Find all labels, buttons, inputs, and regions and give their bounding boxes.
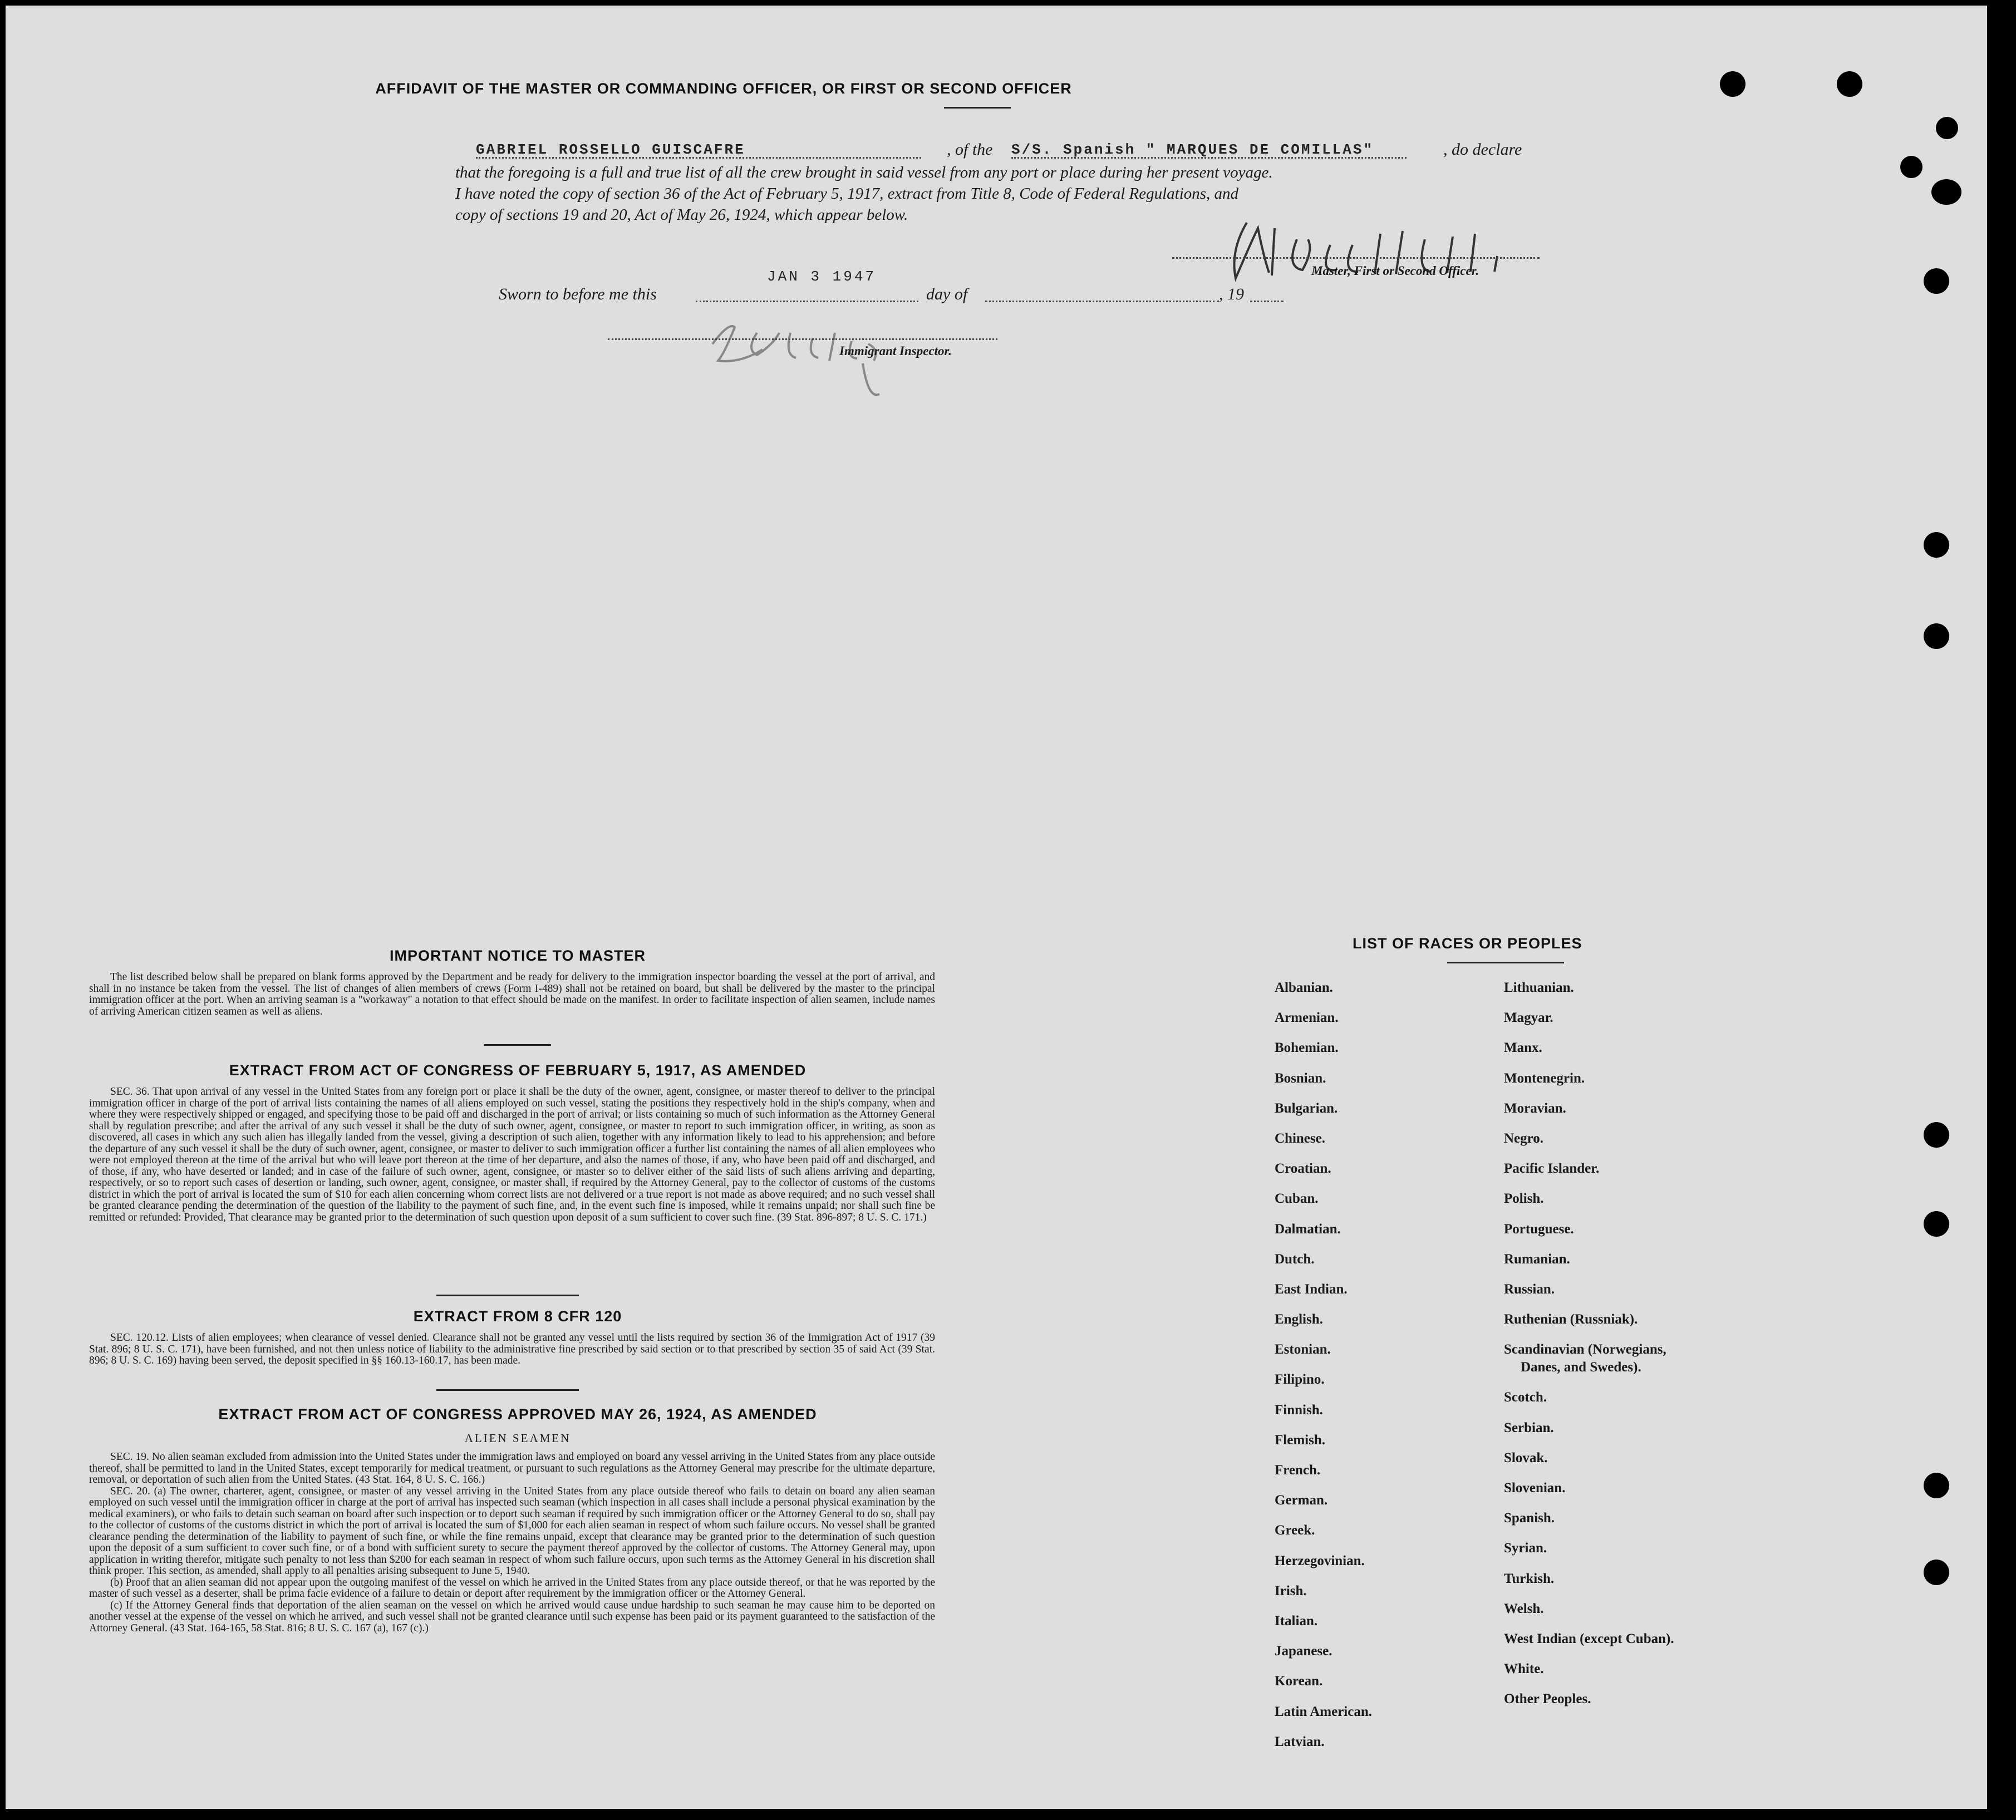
race-item: Russian. [1504, 1281, 1555, 1297]
races-divider [1447, 962, 1564, 963]
sec-20a-paragraph: SEC. 20. (a) The owner, charterer, agent, consignee, or master of any vessel arriving in the United States from any place outside thereof who fails to detain on board any alien seaman employed on such vessel until the immigration officer in charge at the port of arrival has inspected such seaman (which inspection in all cases shall include a personal physical examination by the medical examiners), or who fails to detain such seaman on board after such inspection or to deport such seaman if required by such immigration officer or the Attorney General to do so, shall pay to the collector of customs of the customs district in which the port of arrival is located the sum of $1,000 for each alien seaman in respect of whom such failure occurs. No vessel shall be granted clearance pending the determination of the liability to payment of such fine, or while the fine remains unpaid, except that clearance may be granted prior to the determination of such question upon the deposit of a sum sufficient to cover such fine, or of a bond with sufficient surety to secure the payment thereof approved by the collector of customs. The Attorney General may, upon application in writing therefor, mitigate such penalty to not less than $200 for each seaman in respect of whom such failure occurs, upon such terms as the Attorney General in his discretion shall think proper. This section, as amended, shall apply to all penalties arising subsequent to June 5, 1940. [89, 1485, 935, 1577]
extract-cfr-title: EXTRACT FROM 8 CFR 120 [413, 1308, 622, 1325]
section-divider [484, 1044, 551, 1046]
race-item: Chinese. [1275, 1130, 1325, 1146]
race-item: Filipino. [1275, 1372, 1325, 1388]
race-item: Syrian. [1504, 1541, 1547, 1556]
punch-hole [1924, 532, 1949, 558]
sec-36-paragraph: SEC. 36. That upon arrival of any vessel in the United States from any foreign port or place it shall be the duty of the owner, agent, consignee, or master thereof to deliver to the principal immigration officer in charge of the port of arrival lists containing the names of all aliens employed on such vessel, stating the positions they respectively hold in the ship's company, when and where they were respectively shipped or engaged, and specifying those to be paid off and discharged in the port of arrival; or lists containing so much of such information as the Attorney General shall by regulation prescribe; and after the arrival of any such vessel it shall be the duty of such owner, agent, consignee, or master to report to such immigration officer, in writing, as soon as discovered, all cases in which any such alien has illegally landed from the vessel, giving a description of such alien, together with any information likely to lead to his apprehension; and before the departure of any such vessel it shall be the duty of such owner, agent, consignee, or master to deliver to such immigration officer a further list containing the names of all alien employees who were not employed thereon at the time of the arrival but who will leave port thereon at the time of her departure, and also the names of those, if any, who have been paid off and discharged, and of those, if any, who have deserted or landed; and in case of the failure of such owner, agent, consignee, or master so to deliver either of the said lists of such aliens arriving and departing, respectively, or so to report such cases of desertion or landing, such owner, agent, consignee, or master shall, if required by the Attorney General, pay to the collector of customs of the customs district in which the port of arrival is located the sum of $10 for each alien concerning whom correct lists are not delivered or a true report is not made as above required; and no such vessel shall be granted clearance pending the determination of the question of the liability to the payment of such fine, and, in the event such fine is imposed, while it remains unpaid; nor shall such fine be remitted or refunded: Provided, That clearance may be granted prior to the determination of such question upon deposit of a sum sufficient to cover such fine. (39 Stat. 896-897; 8 U. S. C. 171.) [89, 1086, 935, 1223]
race-item: Polish. [1504, 1191, 1544, 1207]
race-item: Korean. [1275, 1674, 1323, 1689]
race-item: Greek. [1275, 1523, 1315, 1538]
extract-1924-body [89, 1452, 935, 1634]
race-item: Herzegovinian. [1275, 1553, 1365, 1568]
sec-20c-paragraph: (c) If the Attorney General finds that deportation of the alien seaman on the vessel on which he arrived would cause undue hardship to such seaman he may cause him to be deported on another vessel at the expense of the vessel on which he arrived, and such vessel shall not be granted clearance until such expense has been paid or its payment guaranteed to the satisfaction of the Attorney General. (43 Stat. 164-165, 58 Stat. 816; 8 U. S. C. 167 (a), 167 (c).) [89, 1599, 935, 1634]
races-column-1 [1275, 980, 1372, 1764]
punch-hole [1936, 117, 1958, 139]
do-declare-label: , do declare [1443, 140, 1522, 159]
sec-20b-paragraph: (b) Proof that an alien seaman did not appear upon the outgoing manifest of the vessel on which he arrived in the United States from any place outside thereof, or that he was reported by the master of such vessel as a deserter, shall be prima facie evidence of a failure to detain or deport after requirement by the immigration officer or the Attorney General. [89, 1576, 935, 1600]
extract-1924-subtitle: ALIEN SEAMEN [464, 1432, 571, 1445]
name-dotted-line [476, 157, 921, 159]
race-item: White. [1504, 1661, 1544, 1677]
race-item: West Indian (except Cuban). [1504, 1631, 1674, 1646]
race-item: Japanese. [1275, 1644, 1332, 1659]
races-column-2 [1504, 980, 1674, 1721]
race-item: Lithuanian. [1504, 980, 1574, 995]
race-item: Estonian. [1275, 1342, 1331, 1357]
race-item: Italian. [1275, 1613, 1318, 1629]
race-item: Croatian. [1275, 1161, 1331, 1177]
race-item: Slovak. [1504, 1450, 1548, 1465]
officer-name: GABRIEL ROSSELLO GUISCAFRE [476, 141, 745, 158]
race-item: Rumanian. [1504, 1251, 1570, 1267]
race-item: Manx. [1504, 1040, 1542, 1056]
race-item: Moravian. [1504, 1100, 1566, 1116]
race-item: Armenian. [1275, 1010, 1339, 1026]
signature-caption: Master, First or Second Officer. [1311, 264, 1479, 278]
race-item: Dutch. [1275, 1251, 1315, 1267]
sworn-date-stamp: JAN 3 1947 [767, 268, 877, 285]
race-item: Scandinavian (Norwegians, [1504, 1342, 1666, 1357]
race-item: Danes, and Swedes). [1521, 1360, 1641, 1375]
notice-title: IMPORTANT NOTICE TO MASTER [390, 947, 646, 964]
sec-19-paragraph: SEC. 19. No alien seaman excluded from admission into the United States under the immigration laws and employed on board any vessel arriving in the United States from any place outside thereof, shall be permitted to land in the United States, except temporarily for medical treatment, or pursuant to such regulations as the Attorney General may prescribe for the ultimate departure, removal, or deportation of such alien from the United States. (43 Stat. 164, 8 U. S. C. 166.) [89, 1451, 935, 1485]
punch-hole [1924, 1560, 1949, 1585]
race-item: Spanish. [1504, 1511, 1555, 1526]
year-dotted-line [1250, 301, 1284, 302]
race-item: Magyar. [1504, 1010, 1553, 1026]
extract-1917-body [89, 1086, 935, 1223]
punch-hole [1900, 156, 1922, 178]
affidavit-title: AFFIDAVIT OF THE MASTER OR COMMANDING OFFICER, OR FIRST OR SECOND OFFICER [375, 80, 1072, 97]
punch-hole [1924, 1473, 1949, 1498]
declaration-line-1 [476, 141, 1545, 160]
document-page [6, 6, 1987, 1809]
race-item: Pacific Islander. [1504, 1161, 1600, 1177]
punch-hole [1931, 179, 1961, 205]
punch-hole [1924, 268, 1949, 294]
vessel-dotted-line [1011, 157, 1407, 159]
declaration-line-4: copy of sections 19 and 20, Act of May 26, 1924, which appear below. [455, 206, 908, 224]
race-item: East Indian. [1275, 1281, 1348, 1297]
extract-1917-title: EXTRACT FROM ACT OF CONGRESS OF FEBRUARY 5, 1917, AS AMENDED [229, 1062, 807, 1079]
race-item: Portuguese. [1504, 1221, 1574, 1237]
sworn-label: Sworn to before me this [499, 285, 657, 303]
title-divider [944, 107, 1011, 109]
day-of-label: day of [926, 285, 968, 303]
race-item: French. [1275, 1463, 1321, 1478]
race-item: English. [1275, 1312, 1323, 1327]
extract-cfr-body [89, 1332, 935, 1367]
punch-hole [1924, 1122, 1949, 1148]
sec-120-paragraph: SEC. 120.12. Lists of alien employees; when clearance of vessel denied. Clearance shall not be granted any vessel until the lists required by section 36 of the Immigration Act of 1917 (39 Stat. 896; 8 U. S. C. 171), have been furnished, and not then unless notice of liability to the administrative fine prescribed by said section or to that prescribed by section 35 of said Act (39 Stat. 896; 8 U. S. C. 169) having been served, the deposit specified in §§ 160.13-160.17, has been made. [89, 1332, 935, 1366]
races-title: LIST OF RACES OR PEOPLES [1353, 935, 1582, 952]
race-item: Flemish. [1275, 1432, 1325, 1448]
race-item: Latvian. [1275, 1734, 1325, 1749]
race-item: Bulgarian. [1275, 1100, 1338, 1116]
signature-dotted-line [1172, 257, 1540, 259]
vessel-name: S/S. Spanish " MARQUES DE COMILLAS" [1011, 141, 1374, 158]
inspector-caption: Immigrant Inspector. [839, 344, 952, 358]
of-the-label: , of the [947, 140, 993, 159]
year-label: , 19 [1219, 285, 1244, 303]
race-item: Albanian. [1275, 980, 1333, 995]
punch-hole [1837, 71, 1862, 97]
race-item: Ruthenian (Russniak). [1504, 1312, 1638, 1327]
punch-hole [1720, 71, 1745, 97]
section-divider [436, 1295, 579, 1296]
declaration-line-3: I have noted the copy of section 36 of the Act of February 5, 1917, extract from Title 8, Code of Federal Regulations, and [455, 185, 1239, 203]
race-item: Turkish. [1504, 1571, 1555, 1586]
race-item: Welsh. [1504, 1601, 1544, 1616]
month-dotted-line [985, 301, 1219, 302]
declaration-line-2: that the foregoing is a full and true list of all the crew brought in said vessel from any port or place during her present voyage. [455, 164, 1273, 181]
punch-hole [1924, 623, 1949, 649]
race-item: Scotch. [1504, 1390, 1547, 1405]
race-item: Bosnian. [1275, 1070, 1326, 1086]
race-item: Negro. [1504, 1130, 1544, 1146]
race-item: Bohemian. [1275, 1040, 1339, 1056]
race-item: Slovenian. [1504, 1480, 1566, 1496]
notice-paragraph: The list described below shall be prepared on blank forms approved by the Department and be ready for delivery to the immigration inspector boarding the vessel at the port of arrival, and shall in no instance be taken from the vessel. The list of changes of alien members of crews (Form I-489) shall not be retained on board, but shall be delivered by the master to the principal immigration officer at the port. When an arriving seaman is a "workaway" a notation to that effect should be made on the manifest. In order to facilitate inspection of alien seamen, include names of arriving American citizen seamen as well as aliens. [89, 971, 935, 1017]
race-item: Finnish. [1275, 1402, 1323, 1418]
punch-hole [1924, 1211, 1949, 1237]
race-item: Latin American. [1275, 1704, 1372, 1719]
notice-body [89, 972, 935, 1017]
race-item: Serbian. [1504, 1420, 1554, 1435]
race-item: Other Peoples. [1504, 1691, 1591, 1707]
inspector-dotted-line [608, 338, 997, 340]
race-item: Montenegrin. [1504, 1070, 1585, 1086]
race-item: Dalmatian. [1275, 1221, 1341, 1237]
race-item: Cuban. [1275, 1191, 1319, 1207]
section-divider [436, 1389, 579, 1391]
race-item: German. [1275, 1493, 1328, 1508]
extract-1924-title: EXTRACT FROM ACT OF CONGRESS APPROVED MAY 26, 1924, AS AMENDED [218, 1406, 817, 1423]
race-item: Irish. [1275, 1583, 1307, 1598]
date-dotted-line [696, 301, 918, 302]
